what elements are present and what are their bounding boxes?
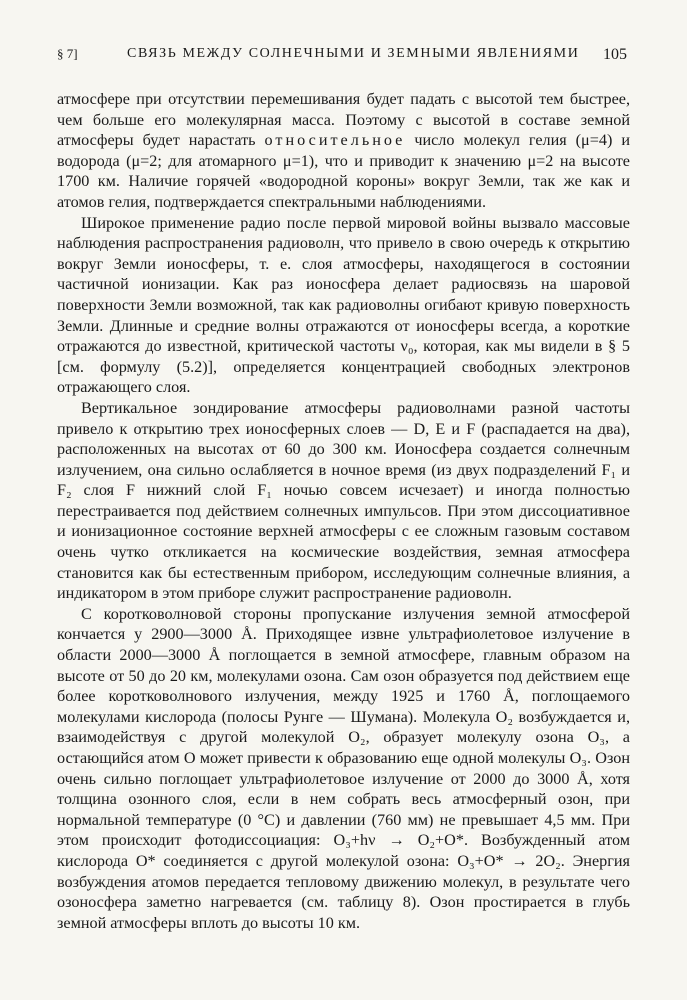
paragraph-radio: Широкое применение радио после первой мировой войны вызвало массовые наблюдения распространения радиоволн, что привело в свою очередь к открытию вокруг Земли ионосферы, т. е. слоя атмосферы, находящегося в состоянии частичной ионизации. Как раз ионосфера делает радиосвязь на шаровой поверхности Земли возможной, так как радиоволны огибают кривую поверхность Земли. Длинные и средние волны отражаются от ионосферы всегда, а короткие отражаются до известной, критической частоты ν₀, которая, как мы видели в § 5 [см. формулу (5.2)], определяется концентрацией свободных электронов отражающего слоя.	[57, 213, 630, 397]
paragraph-ionosphere: Вертикальное зондирование атмосферы радиоволнами разной частоты привело к открытию трех ионосферных слоев — D, E и F (распадается на два), расположенных на высотах от 60 до 300 км. Ионосфера создается солнечным излучением, она сильно ослабляется в ночное время (из двух подразделений F₁ и F₂ слоя F нижний слой F₁ ночью совсем исчезает) и иногда полностью перестраивается под действием солнечных импульсов. При этом диссоциативное и ионизационное состояние верхней атмосферы с ее сложным газовым составом очень чутко откликается на космические воздействия, земная атмосфера становится как бы естественным прибором, исследующим солнечные влияния, а индикатором в этом приборе служит распространение радиоволн.	[57, 398, 630, 603]
paragraph-ozone: С коротковолновой стороны пропускание излучения земной атмосферой кончается у 2900—3000 Å. Приходящее извне ультрафиолетовое излучение в области 2000—3000 Å поглощается в земной атмосфере, главным образом на высоте от 50 до 20 км, молекулами озона. Сам озон образуется под действием еще более коротковолнового излучения, между 1925 и 1760 Å, поглощаемого молекулами кислорода (полосы Рунге — Шумана). Молекула O₂ возбуждается и, взаимодействуя с другой молекулой O₂, образует молекулу озона O₃, а остающийся атом O может привести к образованию еще одной молекулы O₃. Озон очень сильно поглощает ультрафиолетовое излучение от 2000 до 3000 Å, хотя толщина озонного слоя, если в нем собрать весь атмосферный озон, при нормальной температуре (0 °C) и давлении (760 мм) не превышает 4,5 мм. При этом происходит фотодиссоциация: O₃+hν → O₂+O*. Возбужденный атом кислорода O* соединяется с другой молекулой озона: O₃+O* → 2O₂. Энергия возбуждения атомов передается тепловому движению молекул, в результате чего озоносфера заметно нагревается (см. таблицу 8). Озон простирается в глубь земной атмосферы вплоть до высоты 10 км.	[57, 604, 630, 932]
running-title: СВЯЗЬ МЕЖДУ СОЛНЕЧНЫМИ И ЗЕМНЫМИ ЯВЛЕНИЯМИ	[127, 46, 580, 61]
paragraph-text: атмосфере при отсутствии перемешивания будет падать с высотой тем быстрее, чем больше его молекулярная масса. Поэтому с высотой в составе земной атмосферы будет нарастать	[57, 90, 630, 150]
page-body	[57, 89, 630, 933]
paragraph-text: число молекул гелия (μ=4) и водорода (μ=2; для атомарного μ=1), что и приводит к значению μ=2 на высоте 1700 км. Наличие горячей «водородной короны» вокруг Земли, так же как и атомов гелия, подтверждается спектральными наблюдениями.	[57, 131, 630, 211]
emphasized-word: относительное	[264, 131, 406, 150]
running-header	[57, 46, 627, 70]
page-number: 105	[603, 46, 627, 63]
paragraph-continued	[57, 89, 630, 213]
section-mark: § 7]	[57, 46, 78, 61]
